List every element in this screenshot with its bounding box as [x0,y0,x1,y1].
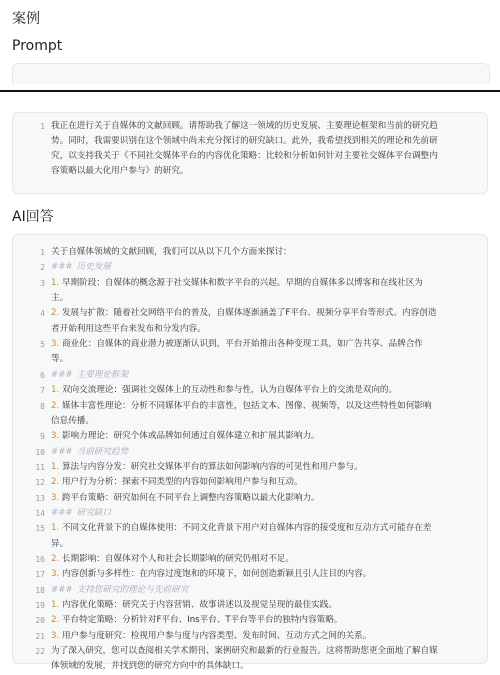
code-line [13,521,487,552]
line-text [51,368,475,383]
list-number: 3. [51,630,62,641]
item-text: 内容优化策略：研究关于内容营销、故事讲述以及视觉呈现的最佳实践。 [61,600,337,611]
heading-marker: ### [51,446,73,457]
divider [0,90,500,92]
list-number: 2. [51,477,62,488]
list-number: 2. [51,400,62,411]
list-number: 2. [51,554,62,564]
line-number: 8 [40,401,45,411]
line-text [51,583,475,598]
line-text [51,521,475,536]
line-text [51,445,475,460]
item-text: 算法与内容分发：研究社交媒体平台的算法如何影响内容的可见性和用户参与。 [61,461,363,472]
case-title: 案例 [12,11,40,27]
line-text [51,552,475,567]
code-line [13,506,487,521]
heading-marker: ### [51,262,73,273]
code-line [13,583,487,598]
item-text: 内容创新与多样性：在内容过度饱和的环境下，如何创造新颖且引人注目的内容。 [61,569,372,580]
line-number: 10 [35,447,45,457]
item-text: 影响力理论：研究个体或品牌如何通过自媒体建立和扩展其影响力。 [61,431,320,442]
line-number: 4 [40,309,45,319]
item-text: 平台特定策略：分析针对F平台、Ins平台、T平台等平台的独特内容策略。 [61,615,343,626]
ai-answer-title: AI回答 [12,209,54,225]
line-number: 5 [40,340,45,350]
line-number: 16 [35,555,45,564]
line-text [51,491,475,506]
code-line [13,383,487,398]
list-number: 1. [51,385,62,396]
line-text [51,475,475,490]
heading-marker: ### [51,584,73,595]
code-line [13,399,487,430]
list-number: 1. [51,600,62,611]
line-text: 究，以支持我关于《不同社交媒体平台的内容优化策略：比较和分析如何针对主要社交媒体平台调整内 [51,151,438,161]
line-text [51,306,475,321]
heading-text: 研究缺口 [76,507,111,518]
code-line [13,460,487,475]
line-text [51,429,475,444]
item-text: 媒体丰富性理论：分析不同媒体平台的丰富性，包括文本、图像、视频等，以及这些特性如何影响 [61,400,432,411]
line-text [51,567,475,582]
line-text [51,337,475,352]
line-number: 1 [40,122,45,131]
code-line [13,491,487,506]
item-text: 双向交流理论：强调社交媒体上的互动性和参与性，认为自媒体平台上的交流是双向的。 [61,385,398,396]
line-number: 7 [40,386,45,396]
code-line [13,644,487,675]
code-line [13,119,487,179]
item-text: 用户行为分析：探索不同类型的内容如何影响用户参与和互动。 [61,477,303,488]
line-text: 势。同时，我需要识别在这个领域中尚未充分探讨的研究缺口。此外，我希望找到相关的理论和先前研 [51,136,438,146]
prompt-title: Prompt [12,38,63,54]
list-number: 3. [51,431,62,442]
line-number: 3 [40,278,45,288]
list-number: 1. [51,461,62,472]
code-line [13,276,487,307]
code-line [13,629,487,644]
heading-text: 当前研究趋势 [76,446,129,457]
page-header [0,0,500,90]
line-number: 19 [35,601,45,611]
line-number: 11 [35,462,45,472]
line-text [51,629,475,644]
answer-code-block [12,234,488,672]
line-number: 21 [35,631,45,641]
item-text: 不同文化背景下的自媒体使用：不同文化背景下用户对自媒体内容的接受度和互动方式可能存在差 [61,523,432,534]
line-text: 容策略以最大化用户参与》的研究。 [51,166,189,176]
code-line [13,368,487,383]
code-line [13,613,487,628]
line-number: 22 [35,647,45,657]
code-line [13,245,487,260]
line-text [51,383,475,398]
line-text: 等。 [51,354,69,365]
item-text: 商业化：自媒体的商业潜力被逐渐认识到，平台开始推出各种变现工具，如广告共享、品牌合作 [61,339,423,350]
code-line [13,429,487,444]
line-text [51,260,475,275]
code-line [13,475,487,490]
line-text: 我正在进行关于自媒体的文献回顾。请帮助我了解这一领域的历史发展、主要理论框架和当前的研究趋 [51,121,438,131]
line-text: 信息传播。 [51,415,94,426]
heading-text: 支持您研究的理论与先前研究 [76,584,189,595]
line-text: 主。 [51,293,69,304]
heading-marker: ### [51,369,73,380]
list-number: 3. [51,339,62,350]
heading-marker: ### [51,507,73,518]
prompt-box-top [12,63,490,84]
line-text: 异。 [51,538,69,549]
item-text: 跨平台策略：研究如何在不同平台上调整内容策略以最大化影响力。 [61,492,320,503]
prompt-code-block [12,112,488,194]
item-text: 发展与扩散：随着社交网络平台的普及，自媒体逐渐涵盖了F平台、视频分享平台等形式。内容创造 [61,308,437,319]
line-text [51,460,475,475]
code-line [13,337,487,368]
list-number: 1. [51,523,62,534]
list-number: 2. [51,615,62,626]
item-text: 用户参与度研究：检视用户参与度与内容类型、发布时间、互动方式之间的关系。 [61,630,372,641]
line-text [51,276,475,291]
line-text: 为了深入研究，您可以查阅相关学术期刊、案例研究和最新的行业报告。这将帮助您更全面地了解自媒 [51,646,438,657]
line-text [51,399,475,414]
item-text: 长期影响：自媒体对个人和社会长期影响的研究仍相对不足。 [61,554,294,564]
code-line [13,567,487,582]
list-number: 1. [51,277,62,288]
heading-text: 主要理论框架 [76,369,129,380]
code-line [13,598,487,613]
list-number: 3. [51,492,62,503]
line-number: 13 [35,493,45,503]
item-text: 早期阶段：自媒体的概念源于社交媒体和数字平台的兴起。早期的自媒体多以博客和在线社区为 [61,277,423,288]
heading-text: 历史发展 [76,262,111,273]
line-number: 20 [35,616,45,626]
code-line [13,552,487,567]
code-line [13,306,487,337]
code-line [13,260,487,275]
list-number: 3. [51,569,62,580]
line-number: 6 [40,370,45,380]
line-text [51,506,475,521]
line-number: 2 [40,263,45,273]
line-number: 18 [35,585,45,595]
line-number: 15 [35,524,45,534]
line-text: 关于自媒体领域的文献回顾，我们可以从以下几个方面来探讨： [51,247,292,257]
line-number: 1 [40,248,45,257]
list-number: 2. [51,308,62,319]
line-text: 体领域的发展，并找到您的研究方向中的具体缺口。 [51,661,249,672]
line-text [51,613,475,628]
line-number: 9 [40,432,45,442]
line-text: 者开始利用这些平台来发布和分发内容。 [51,323,206,334]
code-line [13,445,487,460]
line-number: 17 [35,570,45,580]
line-number: 14 [35,508,45,518]
line-text [51,598,475,613]
line-number: 12 [35,478,45,488]
